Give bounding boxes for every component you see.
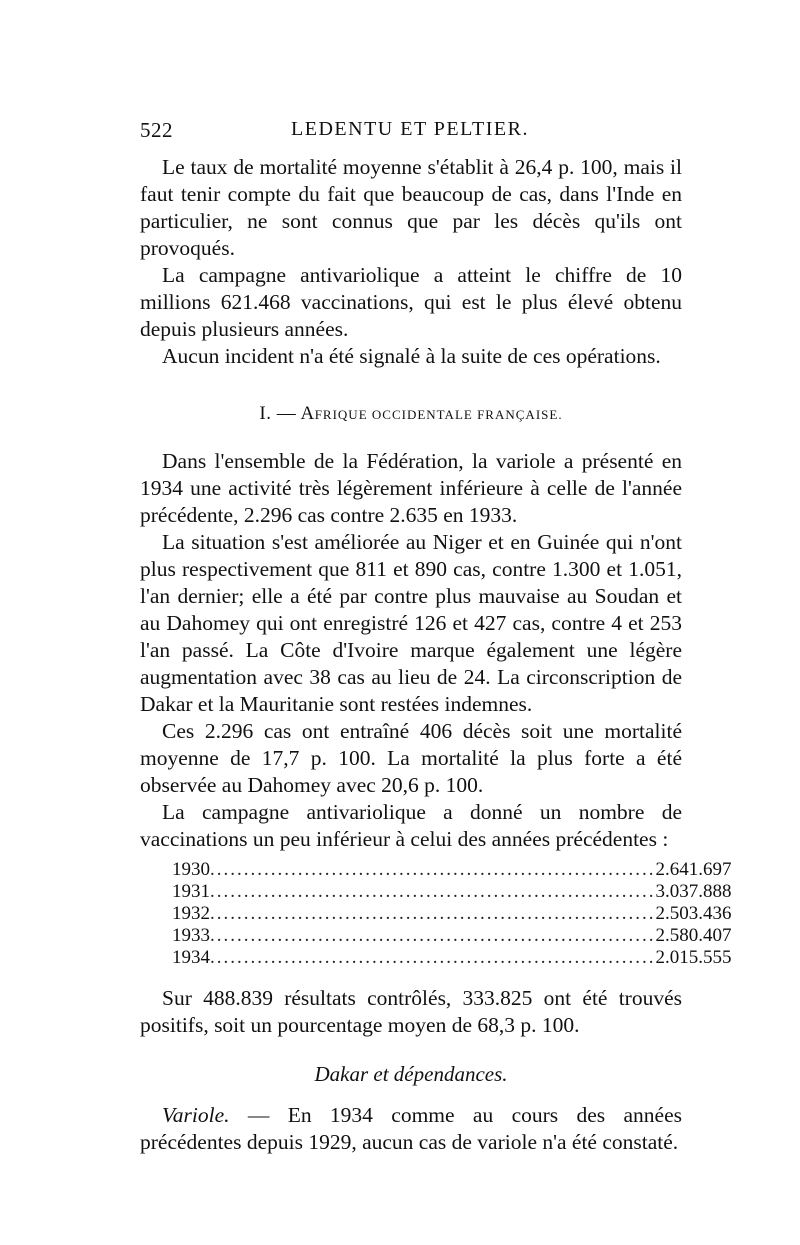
table-value: 2.015.555 [655, 947, 732, 968]
table-value: 2.641.697 [655, 859, 732, 880]
leader-dots-text: .................................................................. [210, 925, 656, 946]
table-row [172, 947, 732, 969]
table-value: 2.580.407 [655, 925, 732, 946]
leader-dots-text: .................................................................. [210, 859, 656, 880]
paragraph-federation: Dans l'ensemble de la Fédération, la variole a présenté en 1934 une activité très légèrement inférieure à celle de l'année précédente, 2.296 cas contre 2.635 en 1933. [140, 449, 682, 527]
table-value: 2.503.436 [655, 903, 732, 924]
section-number: I. — [259, 403, 297, 424]
paragraph-results: Sur 488.839 résultats contrôlés, 333.825 ont été trouvés positifs, soit un pourcentage moyen de 68,3 p. 100. [140, 986, 682, 1037]
page-header [140, 118, 680, 148]
table-year: 1932 [172, 903, 210, 924]
paragraph-situation: La situation s'est améliorée au Niger et en Guinée qui n'ont plus respectivement que 811 et 890 cas, contre 1.300 et 1.051, l'an dernier; elle a été par contre plus mauvaise au Soudan et au Dahomey qui ont enregistré 126 et 427 cas, contre 4 et 253 l'an passé. La Côte d'Ivoire marque également une légère augmentation avec 38 cas au lieu de 24. La circonscription de Dakar et la Mauritanie sont restées indemnes. [140, 530, 682, 716]
table-year: 1934 [172, 947, 210, 968]
section-title-rest: FRIQUE OCCIDENTALE FRANÇAISE. [314, 407, 563, 422]
subheading: Dakar et dépendances. [314, 1062, 508, 1086]
paragraph-deaths: Ces 2.296 cas ont entraîné 406 décès soit une mortalité moyenne de 17,7 p. 100. La mortalité la plus forte a été observée au Dahomey avec 20,6 p. 100. [140, 719, 682, 797]
paragraph-variole [140, 1102, 682, 1156]
section-title [140, 400, 682, 428]
paragraph-campaign: La campagne antivariolique a atteint le chiffre de 10 millions 621.468 vaccinations, qui est le plus élevé obtenu depuis plusieurs années. [140, 263, 682, 341]
spacer [140, 969, 682, 985]
table-year: 1933 [172, 925, 210, 946]
leader-dots-text: .................................................................. [210, 903, 656, 924]
table-year: 1930 [172, 859, 210, 880]
running-head: LEDENTU ET PELTIER. [291, 118, 529, 140]
table-value: 3.037.888 [655, 881, 732, 902]
leader-dots-text: .................................................................. [210, 881, 656, 902]
leader-dots [210, 859, 656, 881]
table-row [172, 859, 732, 881]
table-row [172, 925, 732, 947]
table-row [172, 881, 732, 903]
leader-dots [210, 947, 656, 969]
page-number: 522 [140, 118, 173, 142]
table-row [172, 903, 732, 925]
paragraph-lead: Variole. [162, 1103, 230, 1127]
paragraph-mortality: Le taux de mortalité moyenne s'établit à 26,4 p. 100, mais il faut tenir compte du fait que beaucoup de cas, dans l'Inde en particulier, ne sont connus que par les décès qu'ils ont provoqués. [140, 155, 682, 260]
section-title-initial: A [300, 403, 315, 424]
leader-dots [210, 881, 656, 903]
paragraph-incident: Aucun incident n'a été signalé à la suite de ces opérations. [162, 344, 661, 368]
paragraph-vaccination-intro: La campagne antivariolique a donné un nombre de vaccinations un peu inférieur à celui des années précédentes : [140, 800, 682, 851]
paragraph-text: — En 1934 comme au cours des années précédentes depuis 1929, aucun cas de variole n'a été constaté. [140, 1103, 682, 1154]
leader-dots [210, 903, 656, 925]
leader-dots-text: .................................................................. [210, 947, 656, 968]
table-year: 1931 [172, 881, 210, 902]
vaccinations-table [172, 859, 732, 969]
leader-dots [210, 925, 656, 947]
page-body [140, 154, 732, 1156]
